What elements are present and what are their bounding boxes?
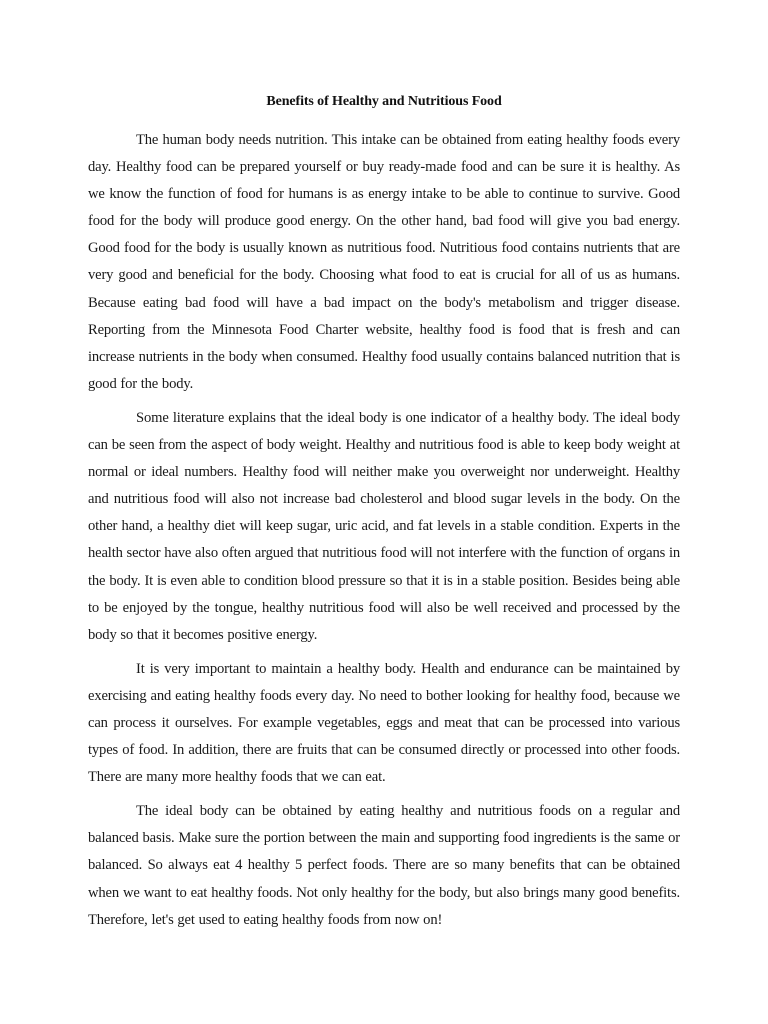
paragraph-1: The human body needs nutrition. This intake can be obtained from eating healthy foods every day. Healthy food can be prepared yourself or buy ready-made food and can be sure it is healthy. As we know the function of food for humans is as energy intake to be able to continue to survive. Good food for the body will produce good energy. On the other hand, bad food will give you bad energy. Good food for the body is usually known as nutritious food. Nutritious food contains nutrients that are very good and beneficial for the body. Choosing what food to eat is crucial for all of us as humans. Because eating bad food will have a bad impact on the body's metabolism and trigger disease. Reporting from the Minnesota Food Charter website, healthy food is food that is fresh and can increase nutrients in the body when consumed. Healthy food usually contains balanced nutrition that is good for the body.	[88, 132, 680, 392]
document-title: Benefits of Healthy and Nutritious Food	[266, 94, 502, 109]
paragraph-4: The ideal body can be obtained by eating healthy and nutritious foods on a regular and balanced basis. Make sure the portion between the main and supporting food ingredients is the same or balanced. So always eat 4 healthy 5 perfect foods. There are so many benefits that can be obtained when we want to eat healthy foods. Not only healthy for the body, but also brings many good benefits. Therefore, let's get used to eating healthy foods from now on!	[88, 803, 680, 928]
paragraph-3: It is very important to maintain a healthy body. Health and endurance can be maintained by exercising and eating healthy foods every day. No need to bother looking for healthy food, because we can process it ourselves. For example vegetables, eggs and meat that can be processed into various types of food. In addition, there are fruits that can be consumed directly or processed into other foods. There are many more healthy foods that we can eat.	[88, 660, 680, 786]
paragraph-2: Some literature explains that the ideal body is one indicator of a healthy body. The ideal body can be seen from the aspect of body weight. Healthy and nutritious food is able to keep body weight at normal or ideal numbers. Healthy food will neither make you overweight nor underweight. Healthy and nutritious food will also not increase bad cholesterol and blood sugar levels in the body. On the other hand, a healthy diet will keep sugar, uric acid, and fat levels in a stable condition. Experts in the health sector have also often argued that nutritious food will not interfere with the function of organs in the body. It is even able to condition blood pressure so that it is in a stable position. Besides being able to be enjoyed by the tongue, healthy nutritious food will also be well received and processed by the body so that it becomes positive energy.	[88, 409, 680, 643]
document-body	[88, 127, 680, 941]
